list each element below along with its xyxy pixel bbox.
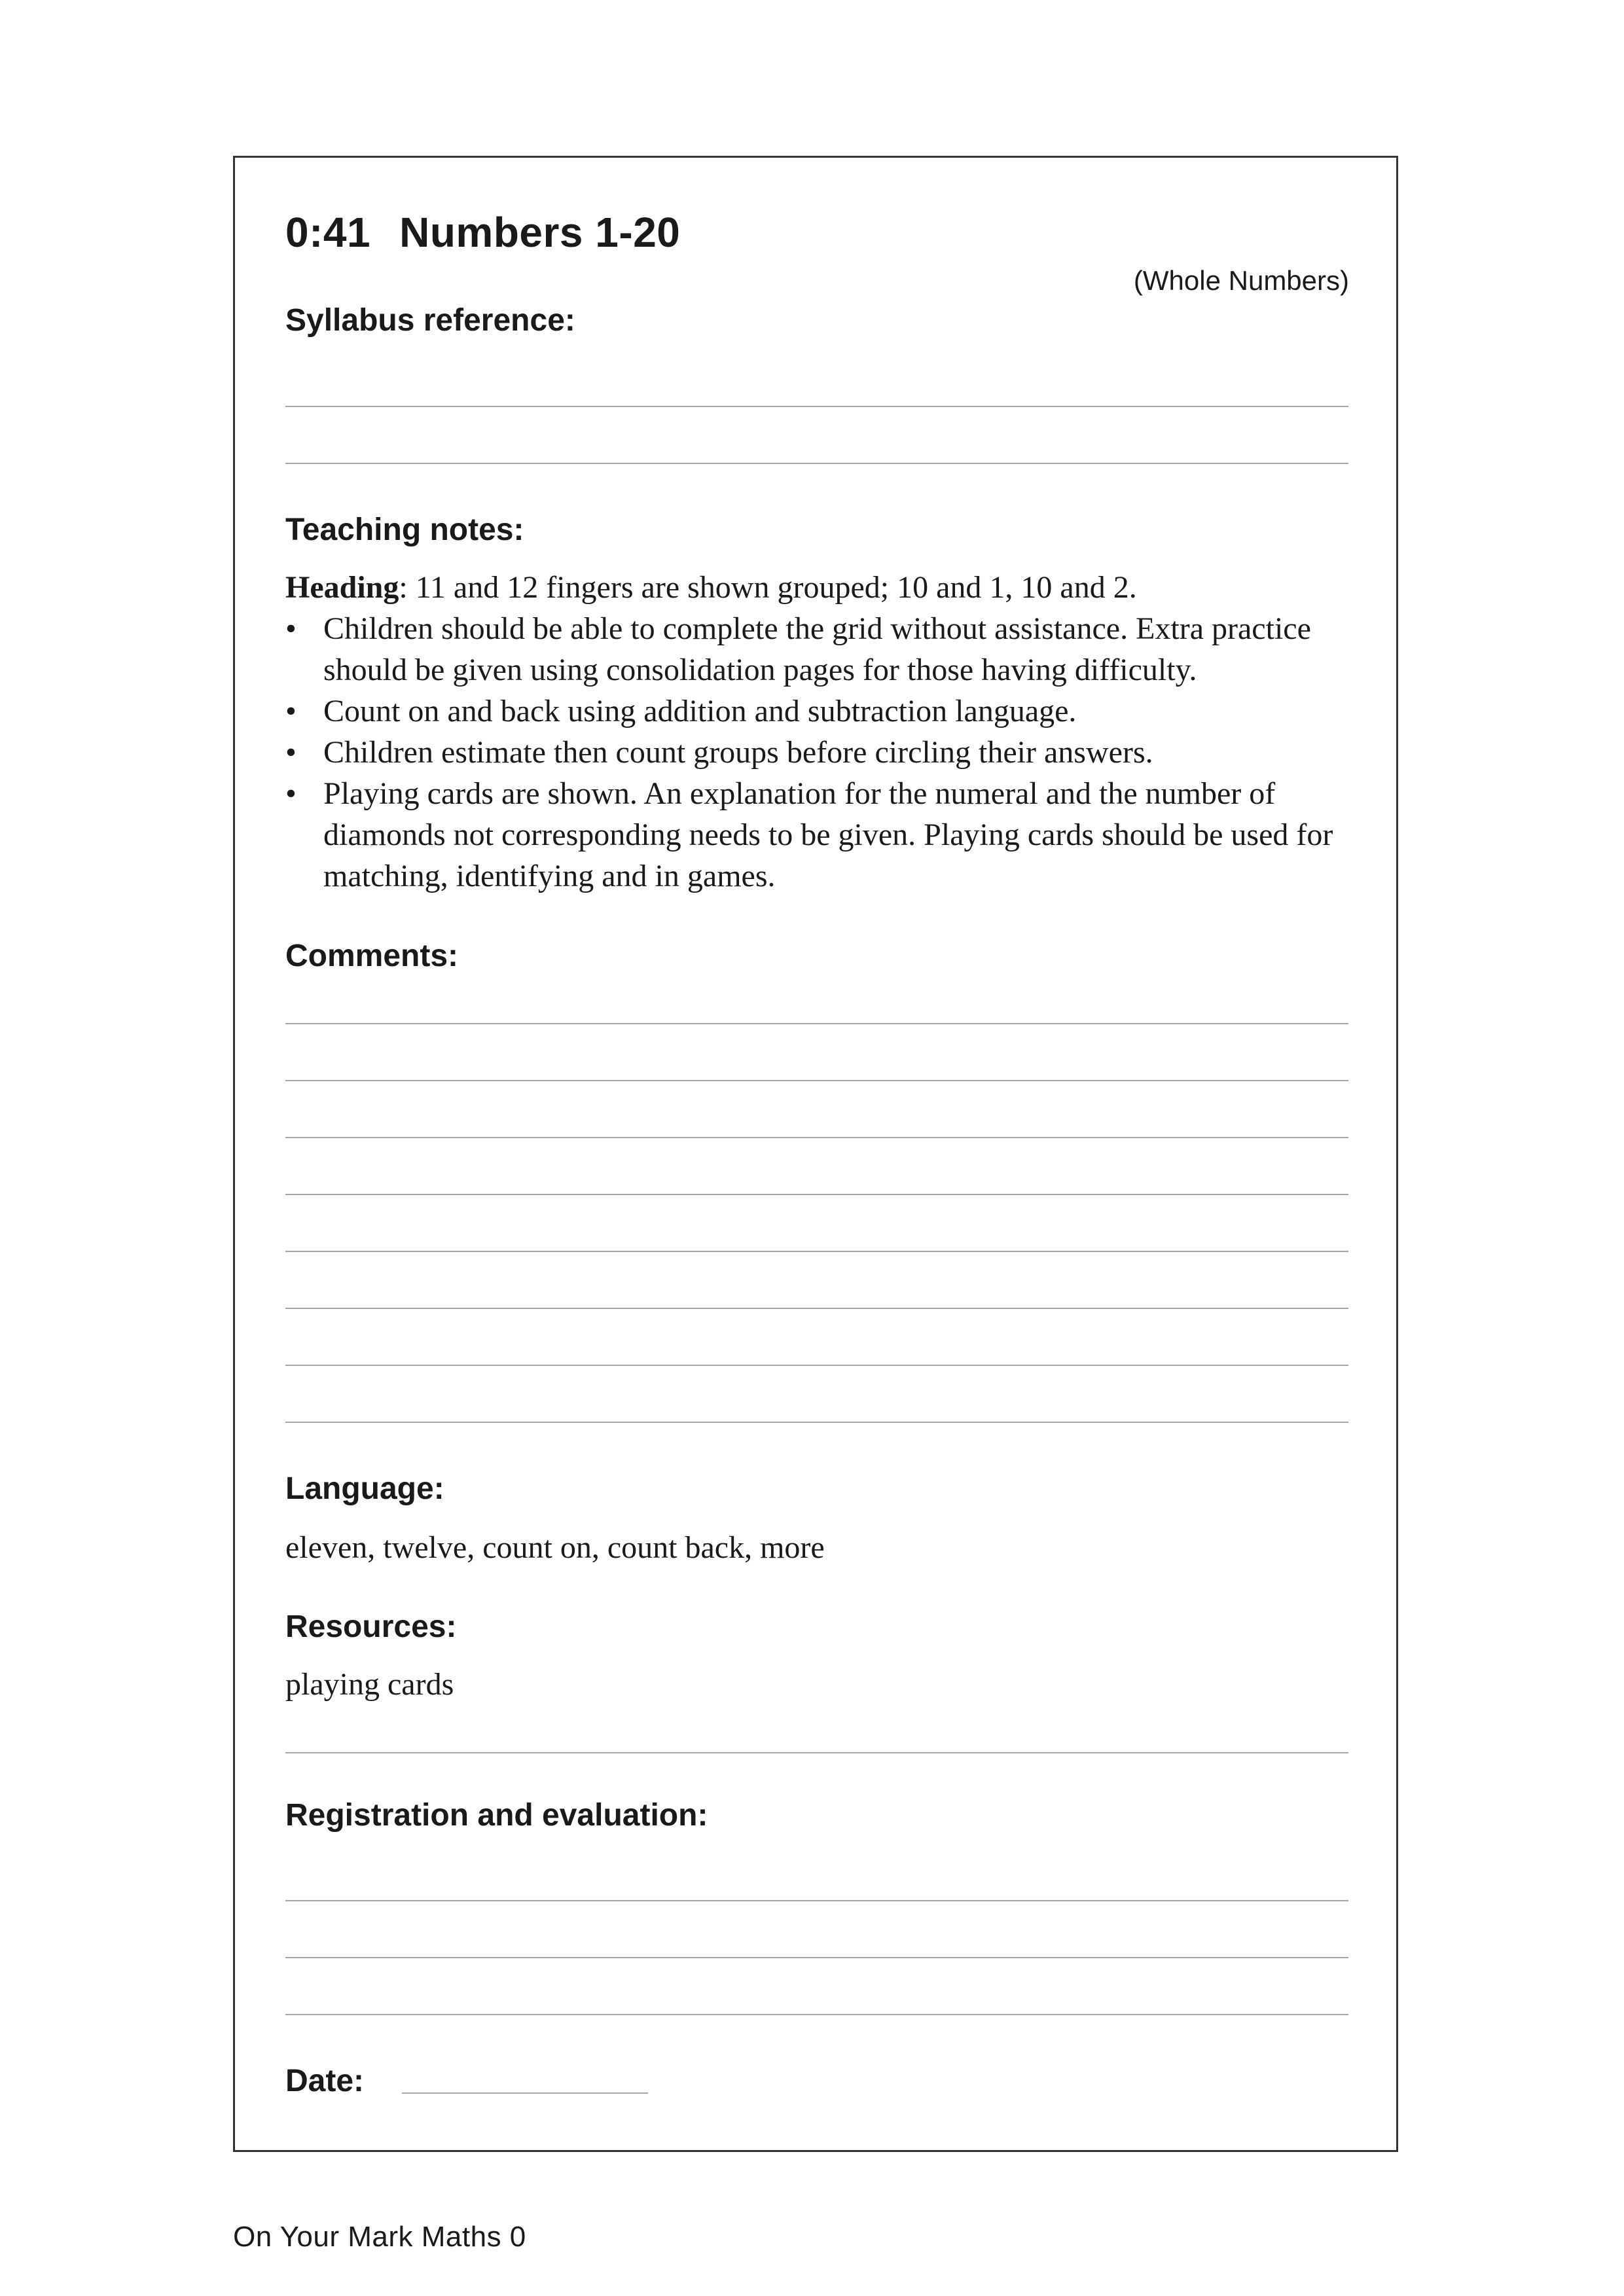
registration-line-3[interactable] bbox=[285, 2014, 1348, 2015]
list-item: • Children estimate then count groups before circling their answers. bbox=[285, 732, 1359, 773]
page-title bbox=[285, 208, 680, 257]
intro-label: Heading bbox=[285, 570, 399, 605]
syllabus-heading: Syllabus reference: bbox=[285, 303, 575, 338]
language-text: eleven, twelve, count on, count back, more bbox=[285, 1530, 825, 1565]
comments-line-6[interactable] bbox=[285, 1308, 1348, 1309]
list-item: • Count on and back using addition and subtraction language. bbox=[285, 691, 1359, 732]
date-label: Date: bbox=[285, 2064, 365, 2098]
date-field-line[interactable] bbox=[402, 2092, 648, 2094]
comments-line-7[interactable] bbox=[285, 1365, 1348, 1366]
syllabus-line-1[interactable] bbox=[285, 406, 1348, 407]
registration-line-1[interactable] bbox=[285, 1900, 1348, 1901]
intro-text: : 11 and 12 fingers are shown grouped; 10 and 1, 10 and 2. bbox=[399, 570, 1137, 605]
comments-line-3[interactable] bbox=[285, 1137, 1348, 1138]
teaching-notes-intro bbox=[285, 567, 1359, 608]
comments-line-8[interactable] bbox=[285, 1422, 1348, 1423]
lesson-number: 0:41 bbox=[285, 209, 371, 256]
teaching-notes-heading: Teaching notes: bbox=[285, 512, 524, 547]
teaching-notes-list bbox=[285, 608, 1359, 897]
footer-text: On Your Mark Maths 0 bbox=[233, 2221, 526, 2253]
syllabus-line-2[interactable] bbox=[285, 463, 1348, 464]
comments-line-1[interactable] bbox=[285, 1023, 1348, 1024]
resources-heading: Resources: bbox=[285, 1609, 457, 1644]
comments-line-2[interactable] bbox=[285, 1080, 1348, 1081]
language-heading: Language: bbox=[285, 1471, 444, 1506]
teaching-notes-body bbox=[285, 567, 1359, 897]
comments-heading: Comments: bbox=[285, 939, 459, 973]
strand-label: (Whole Numbers) bbox=[1133, 265, 1349, 296]
comments-line-5[interactable] bbox=[285, 1251, 1348, 1252]
list-item: • Playing cards are shown. An explanation for the numeral and the number of diamonds not corresponding needs to be given. Playing cards should be used for matching, identifying and in games. bbox=[285, 773, 1359, 897]
registration-line-2[interactable] bbox=[285, 1957, 1348, 1958]
comments-line-4[interactable] bbox=[285, 1194, 1348, 1195]
lesson-title: Numbers 1-20 bbox=[399, 209, 681, 256]
page-frame bbox=[233, 156, 1398, 2152]
list-item: • Children should be able to complete the grid without assistance. Extra practice should be given using consolidation pages for those having difficulty. bbox=[285, 608, 1359, 691]
registration-heading: Registration and evaluation: bbox=[285, 1798, 708, 1833]
resources-line[interactable] bbox=[285, 1752, 1348, 1753]
resources-text: playing cards bbox=[285, 1667, 454, 1702]
